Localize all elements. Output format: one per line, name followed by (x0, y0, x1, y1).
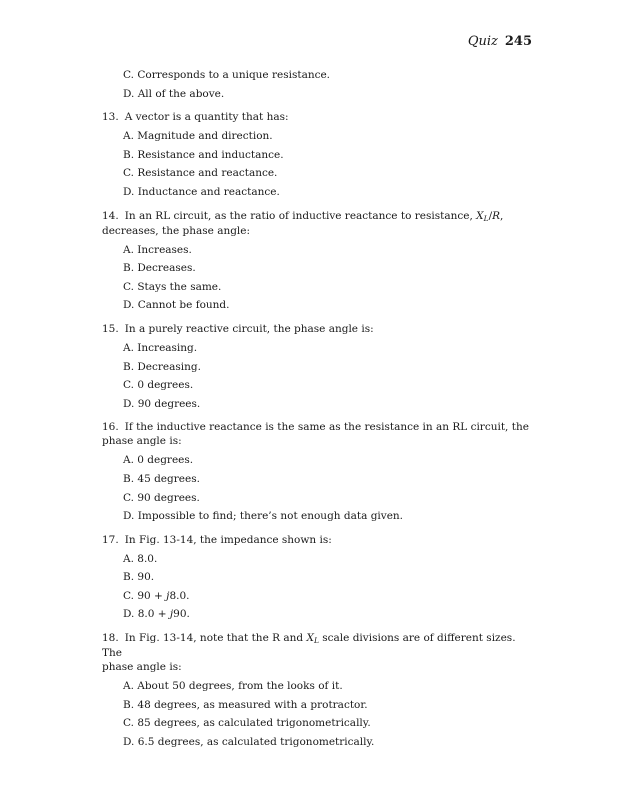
question-18-text-part2: scale divisions are of different sizes. The (102, 632, 516, 660)
option-17d-j: j (169, 608, 174, 621)
option-13d: D. Inductance and reactance. (123, 185, 280, 198)
question-18-number: 18. (102, 632, 119, 645)
option-16b: B. 45 degrees. (123, 472, 200, 485)
option-15b: B. Decreasing. (123, 360, 201, 373)
question-16-text-line1: If the inductive reactance is the same as the resistance in an RL circuit, the (124, 421, 529, 434)
option-16c: C. 90 degrees. (123, 491, 200, 504)
question-13-text: A vector is a quantity that has: (124, 111, 289, 124)
option-14a: A. Increases. (123, 243, 192, 256)
option-14b: B. Decreases. (123, 262, 196, 275)
option-14d: D. Cannot be found. (123, 299, 230, 312)
question-15-text: In a purely reactive circuit, the phase angle is: (124, 322, 374, 335)
option-12d: D. All of the above. (123, 87, 225, 100)
question-16 (102, 420, 532, 448)
option-17a: A. 8.0. (123, 552, 158, 565)
question-18-text-part1: In Fig. 13-14, note that the R and (124, 632, 307, 645)
question-16-number: 16. (102, 421, 119, 434)
quiz-content (102, 68, 532, 753)
question-13 (102, 110, 532, 124)
question-14-text-part1: In an RL circuit, as the ratio of inductive reactance to resistance, (124, 209, 477, 222)
option-14c: C. Stays the same. (123, 280, 222, 293)
page-number: 245 (504, 34, 532, 49)
question-18-x-symbol: X (306, 632, 314, 645)
question-14-text-part3: , (500, 209, 504, 222)
question-18-x-subscript: L (313, 636, 319, 646)
question-16-text-line2: phase angle is: (102, 435, 182, 448)
option-17d (123, 607, 532, 626)
question-13-number: 13. (102, 111, 119, 124)
question-15-number: 15. (102, 322, 119, 335)
question-14-x-subscript: L (483, 213, 489, 223)
question-18 (102, 631, 532, 674)
option-17c-j: j (166, 589, 170, 602)
section-title: Quiz (467, 34, 498, 49)
question-17-text: In Fig. 13-14, the impedance shown is: (124, 533, 332, 546)
question-14-text-line2: decreases, the phase angle: (102, 224, 251, 237)
option-17c (123, 589, 532, 608)
option-13a: A. Magnitude and direction. (123, 130, 273, 143)
option-17d-prefix: D. 8.0 + (123, 608, 170, 621)
option-12c: C. Corresponds to a unique resistance. (123, 69, 331, 81)
option-18b: B. 48 degrees, as measured with a protractor. (123, 698, 368, 711)
option-17c-prefix: C. 90 + (123, 589, 167, 602)
question-14-number: 14. (102, 209, 119, 222)
option-18d: D. 6.5 degrees, as calculated trigonometrically. (123, 735, 375, 748)
option-18c: C. 85 degrees, as calculated trigonometrically. (123, 717, 371, 730)
question-18-text-line2: phase angle is: (102, 661, 182, 674)
option-15d: D. 90 degrees. (123, 397, 201, 410)
option-16d: D. Impossible to find; there’s not enough data given. (123, 510, 404, 523)
option-15a: A. Increasing. (123, 341, 198, 354)
question-14 (102, 209, 532, 238)
option-17b: B. 90. (123, 571, 155, 584)
question-15 (102, 322, 532, 336)
option-13c: C. Resistance and reactance. (123, 167, 278, 180)
running-header (468, 34, 532, 49)
option-17c-value: 8.0. (169, 589, 190, 602)
option-15c: C. 0 degrees. (123, 379, 194, 392)
question-14-text-part2: / (488, 209, 493, 222)
option-18a: A. About 50 degrees, from the looks of it. (123, 680, 343, 693)
question-17 (102, 533, 532, 547)
question-17-number: 17. (102, 533, 119, 546)
question-14-x-symbol: X (476, 209, 484, 222)
option-16a: A. 0 degrees. (123, 454, 194, 467)
question-14-r-symbol: R (492, 209, 501, 222)
option-17d-value: 90. (173, 608, 190, 621)
option-13b: B. Resistance and inductance. (123, 148, 284, 161)
